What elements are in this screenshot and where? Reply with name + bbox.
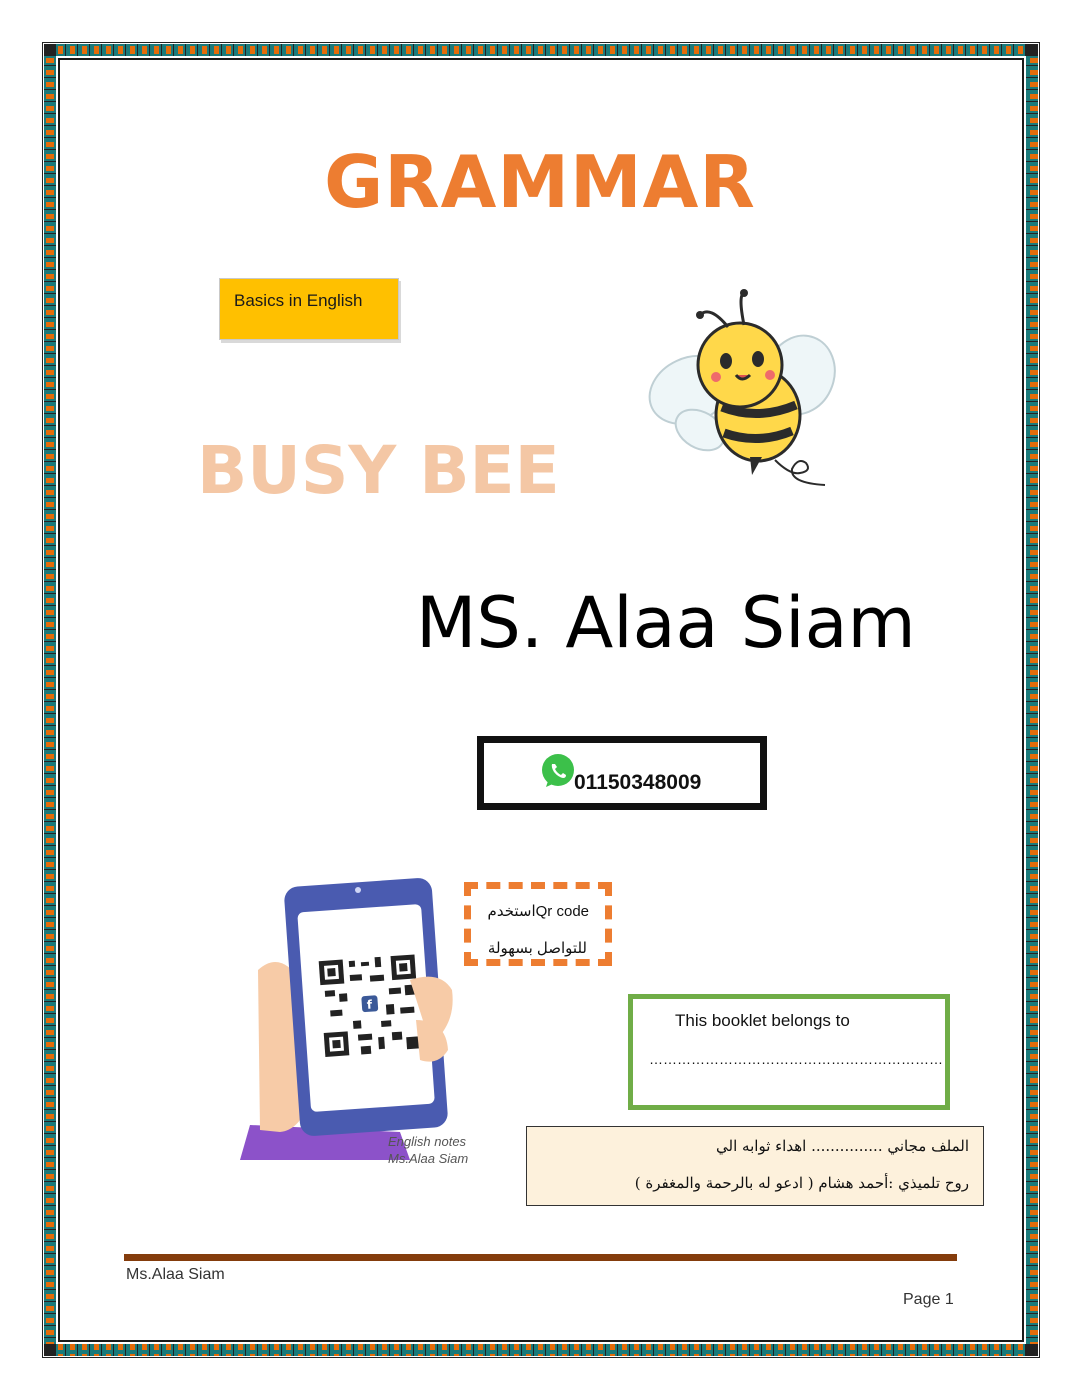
page-title: GRAMMAR [324, 140, 756, 224]
qr-note-line1: استخدمQr code [487, 903, 589, 920]
dedication-line1: الملف مجاني ............... اهداء ثوابه الي [716, 1137, 969, 1155]
page-number: Page 1 [903, 1291, 954, 1308]
dedication-box [526, 1126, 984, 1206]
owner-box [628, 994, 950, 1110]
phone-number[interactable]: 01150348009 [574, 771, 702, 794]
footer-author: Ms.Alaa Siam [126, 1266, 225, 1283]
illustration-caption-line2: Ms.Alaa Siam [388, 1151, 469, 1166]
contact-box [477, 736, 767, 810]
illustration-caption [388, 1133, 468, 1167]
qr-note-box [464, 882, 612, 966]
bee-icon [640, 285, 840, 495]
svg-text:f: f [366, 997, 373, 1012]
dedication-line2: روح تلميذي :أحمد هشام ( ادعو له بالرحمة والمغفرة ) [634, 1174, 969, 1192]
qr-note-line2: للتواصل بسهولة [487, 940, 587, 957]
owner-name-field[interactable]: ……………………………………………………… [649, 1051, 943, 1067]
teacher-name: MS. Alaa Siam [416, 582, 916, 664]
footer-rule [124, 1254, 957, 1261]
illustration-caption-line1: English notes [388, 1134, 467, 1149]
owner-label: This booklet belongs to [675, 1011, 850, 1030]
subtitle-tag-label: Basics in English [234, 291, 363, 310]
whatsapp-icon [540, 753, 576, 789]
qr-phone-illustration [240, 870, 500, 1170]
subtitle-tag [219, 278, 399, 340]
series-name: BUSY BEE [197, 432, 560, 509]
